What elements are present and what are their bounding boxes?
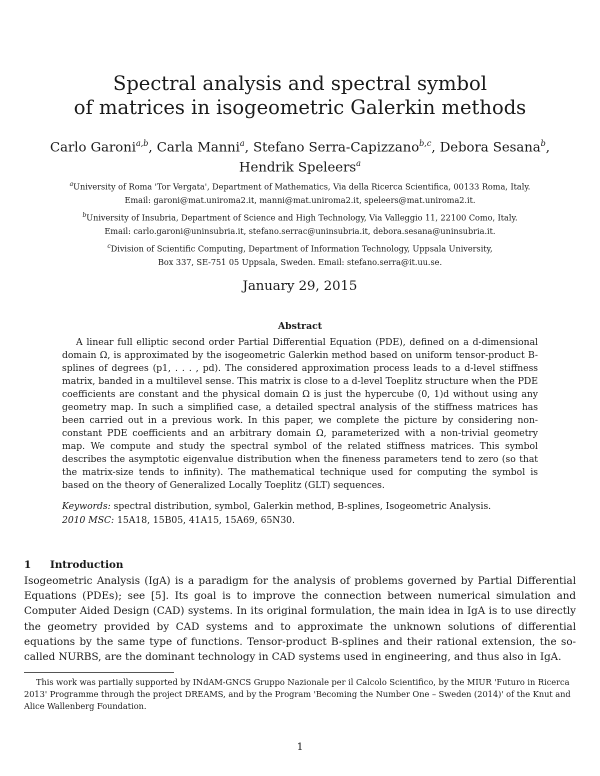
section-title: Introduction bbox=[50, 559, 124, 571]
keywords-text: spectral distribution, symbol, Galerkin method, B-splines, Isogeometric Analysis. bbox=[113, 501, 492, 512]
affiliation-email: Email: garoni@mat.uniroma2.it, manni@mat.uniroma2.it, speleers@mat.uniroma2.it. bbox=[124, 194, 476, 205]
author-name: Carla Manni bbox=[156, 140, 240, 156]
author-affil-mark: b,c bbox=[419, 139, 432, 148]
abstract-text: A linear full elliptic second order Partial Differential Equation (PDE), defined on a d-dimensional domain Ω, is approximated by the isogeometric Galerkin method based on uniform tensor-product B-splines of degrees (p1, . . . , pd). The considered approximation process leads to a d-level stiffness matrix, banded in a multilevel sense. This matrix is close to a d-level Toeplitz structure when the PDE coefficients are constant and the physical domain Ω is just the hypercube (0, 1)d without using any geometry map. In such a simplified case, a detailed spectral analysis of the stiffness matrices has been carried out in a previous work. In this paper, we complete the picture by considering non-constant PDE coefficients and an arbitrary domain Ω, parameterized with a non-trivial geometry map. We compute and study the spectral symbol of the related stiffness matrices. This symbol describes the asymptotic eigenvalue distribution when the fineness parameters tend to zero (so that the matrix-size tends to infinity). The mathematical technique used for computing the symbol is based on the theory of Generalized Locally Toeplitz (GLT) sequences. bbox=[62, 337, 538, 491]
author-affil-mark: a bbox=[356, 159, 361, 168]
footnote-text: This work was partially supported by INdAM-GNCS Gruppo Nazionale per il Calcolo Scientifico, by the MIUR 'Futuro in Ricerca 2013' Programme through the project DREAMS, and by the Program 'Becoming the Number One – Sweden (2014)' of the Knut and Alice Wallenberg Foundation. bbox=[24, 677, 571, 711]
msc-line bbox=[62, 514, 538, 527]
keywords-label: Keywords: bbox=[62, 501, 111, 512]
keywords-line bbox=[62, 500, 538, 513]
author-name: Carlo Garoni bbox=[50, 140, 136, 156]
abstract-heading: Abstract bbox=[277, 321, 323, 332]
affiliation-mark: b bbox=[82, 212, 87, 219]
author-affil-mark: b bbox=[540, 139, 546, 148]
author-list-line-2 bbox=[0, 154, 600, 178]
affiliation-a bbox=[40, 178, 560, 207]
msc-text: 15A18, 15B05, 41A15, 15A69, 65N30. bbox=[117, 515, 295, 526]
affiliation-mark: c bbox=[107, 243, 111, 250]
author-affil-mark: a bbox=[239, 139, 245, 148]
paper-title-line-1: Spectral analysis and spectral symbol bbox=[112, 72, 488, 95]
affiliation-email: Email: carlo.garoni@uninsubria.it, stefano.serrac@uninsubria.it, debora.sesana@uninsubria.it. bbox=[104, 225, 496, 236]
footnote-divider bbox=[24, 672, 174, 673]
author-name: Debora Sesana bbox=[439, 140, 541, 156]
affiliation-b bbox=[40, 209, 560, 238]
affiliation-address: Division of Scientific Computing, Department of Information Technology, Uppsala University, bbox=[110, 243, 493, 254]
affiliation-c bbox=[40, 240, 560, 269]
affiliation-mark: a bbox=[69, 181, 74, 188]
author-name: Stefano Serra-Capizzano bbox=[253, 140, 420, 156]
author-affil-mark: a,b bbox=[135, 139, 149, 148]
affiliation-address: University of Insubria, Department of Science and High Technology, Via Valleggio 11, 22100 Como, Italy. bbox=[86, 212, 518, 223]
affiliation-email: Box 337, SE-751 05 Uppsala, Sweden. Email: stefano.serra@it.uu.se. bbox=[157, 256, 443, 267]
section-number: 1 bbox=[24, 559, 32, 571]
author-name: Hendrik Speleers bbox=[239, 160, 357, 176]
paper-title-line-2: of matrices in isogeometric Galerkin methods bbox=[73, 96, 527, 119]
section-body-text: Isogeometric Analysis (IgA) is a paradigm for the analysis of problems governed by Partial Differential Equations (PDEs); see [5]. Its goal is to improve the connection between numerical simulation and Computer Aided Design (CAD) systems. In its original formulation, the main idea in IgA is to use directly the geometry provided by CAD systems and to approximate the unknown solutions of differential equations by the same type of functions. Tensor-product B-splines and their rational extension, the so-called NURBS, are the dominant technology in CAD systems used in engineering, and thus also in IgA. bbox=[24, 575, 576, 664]
page-number: 1 bbox=[296, 741, 304, 753]
msc-label: 2010 MSC: bbox=[62, 515, 115, 526]
section-heading bbox=[24, 558, 123, 572]
paper-date: January 29, 2015 bbox=[242, 279, 358, 294]
affiliation-address: University of Roma 'Tor Vergata', Department of Mathematics, Via della Ricerca Scientifica, 00133 Roma, Italy. bbox=[73, 181, 531, 192]
author-list: Carlo Garoni$^{a,b}$, Carla Manni$^a$, Stefano Serra-Capizzano$^{b,c}$, Debora Sesana$^b$, bbox=[50, 139, 550, 156]
